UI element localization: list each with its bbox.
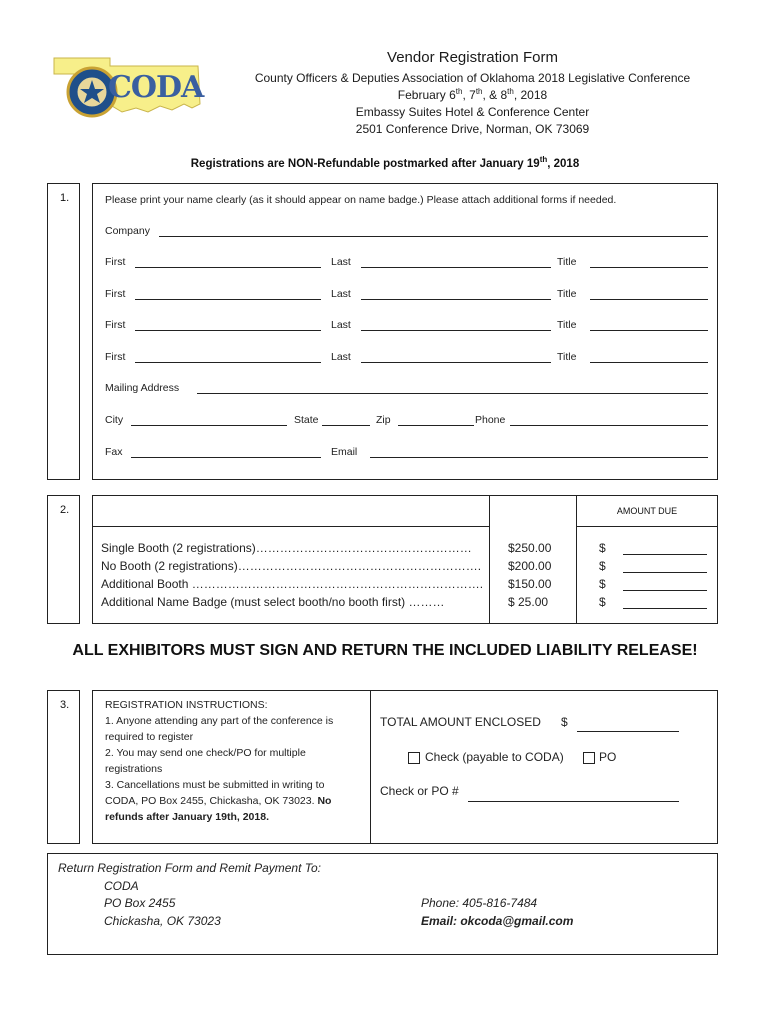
section-2-box [92,495,718,624]
po-label: PO [599,750,617,764]
fee-label-no-booth: No Booth (2 registrations)……………………………………………………. [101,559,482,573]
state-field[interactable] [322,425,370,426]
amount-dollar-sign: $ [599,577,606,591]
first-name-field[interactable] [135,299,321,300]
email-label: Email [331,446,358,458]
last-name-field[interactable] [361,362,551,363]
conference-venue: Embassy Suites Hotel & Conference Center [355,105,590,119]
mailing-address-label: Mailing Address [105,382,180,394]
registration-instructions: REGISTRATION INSTRUCTIONS: 1. Anyone attending any part of the conference is required to register 2. You may send one check/PO for multiple registrations 3. Cancellations must be submitted in writing to CODA, PO Box 2455, Chickasha, OK 73023. No refunds after January 19th, 2018. [105,699,334,823]
last-label: Last [331,351,351,363]
section-2-number: 2. [47,495,80,624]
title-label: Title [557,288,577,300]
first-label: First [105,319,126,331]
zip-field[interactable] [398,425,474,426]
fax-field[interactable] [131,457,321,458]
title-label: Title [557,256,577,268]
city-label: City [105,414,124,426]
section-3-box [92,690,718,844]
return-heading: Return Registration Form and Remit Payment To: [58,861,321,875]
city-field[interactable] [131,425,287,426]
last-label: Last [331,256,351,268]
section-1-number: 1. [47,183,80,480]
po-checkbox[interactable] [583,752,595,764]
first-label: First [105,351,126,363]
form-title: Vendor Registration Form [387,49,558,66]
amount-due-header: AMOUNT DUE [616,506,678,516]
fax-label: Fax [105,446,123,458]
liability-release-notice: ALL EXHIBITORS MUST SIGN AND RETURN THE INCLUDED LIABILITY RELEASE! [72,642,698,659]
check-checkbox[interactable] [408,752,420,764]
logo-text: CODA [108,70,204,105]
last-name-field[interactable] [361,267,551,268]
section-1-box [92,183,718,480]
section-3-number: 3. [47,690,80,844]
title-field[interactable] [590,267,708,268]
return-email[interactable]: Email: okcoda@gmail.com [421,914,574,928]
mailing-address-field[interactable] [197,393,708,394]
return-phone: Phone: 405-816-7484 [421,896,538,910]
conference-address: 2501 Conference Drive, Norman, OK 73069 [355,122,590,136]
conference-subtitle: County Officers & Deputies Association of Oklahoma 2018 Legislative Conference [254,71,691,85]
total-amount-label: TOTAL AMOUNT ENCLOSED [380,715,541,729]
amount-field-single-booth[interactable] [623,554,707,555]
email-field[interactable] [370,457,708,458]
check-po-number-label: Check or PO # [380,784,459,798]
title-field[interactable] [590,330,708,331]
amount-dollar-sign: $ [599,559,606,573]
first-label: First [105,288,126,300]
company-field[interactable] [159,236,708,237]
fee-price: $250.00 [508,541,552,555]
check-po-number-field[interactable] [468,801,679,802]
return-address-box [47,853,718,955]
title-field[interactable] [590,299,708,300]
amount-dollar-sign: $ [599,541,606,555]
return-pobox: PO Box 2455 [104,896,176,910]
first-name-field[interactable] [135,267,321,268]
return-org: CODA [104,879,139,893]
amount-field-no-booth[interactable] [623,572,707,573]
amount-field-additional-badge[interactable] [623,608,707,609]
amount-dollar-sign: $ [599,595,606,609]
fee-label-additional-booth: Additional Booth ………………………………………………………………. [101,577,484,591]
refund-notice: Registrations are NON-Refundable postmarked after January 19th, 2018 [190,155,580,170]
conference-dates: February 6th, 7th, & 8th, 2018 [397,87,548,102]
phone-label: Phone [475,414,506,426]
total-amount-field[interactable] [577,731,679,732]
last-label: Last [331,288,351,300]
total-dollar-sign: $ [561,715,568,729]
zip-label: Zip [376,414,391,426]
amount-field-additional-booth[interactable] [623,590,707,591]
first-label: First [105,256,126,268]
last-name-field[interactable] [361,299,551,300]
fee-price: $ 25.00 [508,595,549,609]
fee-label-single-booth: Single Booth (2 registrations)……………………………………………… [101,541,472,555]
name-instruction: Please print your name clearly (as it should appear on name badge.) Please attach additional forms if needed. [105,194,617,206]
coda-logo [52,54,202,130]
fee-price: $150.00 [508,577,552,591]
last-name-field[interactable] [361,330,551,331]
phone-field[interactable] [510,425,708,426]
last-label: Last [331,319,351,331]
state-label: State [294,414,319,426]
first-name-field[interactable] [135,362,321,363]
title-label: Title [557,319,577,331]
return-city: Chickasha, OK 73023 [104,914,221,928]
check-label: Check (payable to CODA) [425,750,564,764]
fee-label-additional-badge: Additional Name Badge (must select booth/no booth first) ……… [101,595,445,609]
title-field[interactable] [590,362,708,363]
company-label: Company [105,225,150,237]
fee-price: $200.00 [508,559,552,573]
first-name-field[interactable] [135,330,321,331]
title-label: Title [557,351,577,363]
